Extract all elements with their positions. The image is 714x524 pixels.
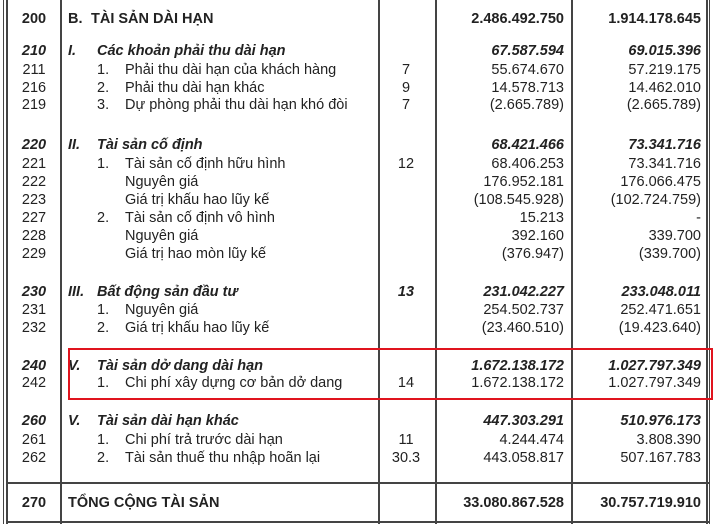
row-code: 222 [21,174,47,190]
item-number: 1. [97,156,110,172]
current-year-value: (2.665.789) [489,97,564,113]
total-prior: 30.757.719.910 [600,495,701,511]
current-year-value: (376.947) [501,246,564,262]
table-row-260 [0,412,714,430]
prior-year-value: 507.167.783 [620,450,701,466]
current-year-value: 176.952.181 [483,174,564,190]
item-number: 2. [97,450,110,466]
item-number: 2. [97,320,110,336]
row-label: Tài sản cố định [97,137,203,153]
row-code: 232 [21,320,47,336]
prior-year-value: 252.471.651 [620,302,701,318]
current-year-value: 254.502.737 [483,302,564,318]
prior-year-value: 57.219.175 [628,62,701,78]
item-number: 2. [97,80,110,96]
note-ref: 13 [397,284,415,300]
row-code: 229 [21,246,47,262]
current-year-value: 1.672.138.172 [471,358,564,374]
row-code: 240 [21,358,47,374]
table-row-262 [0,449,714,467]
row-code: 200 [21,11,47,27]
current-year-value: 55.674.670 [491,62,564,78]
note-ref: 9 [401,80,411,96]
roman-numeral: II. [68,137,81,153]
row-label: Các khoản phải thu dài hạn [97,43,286,59]
row-label: Chi phí trả trước dài hạn [125,432,283,448]
note-ref: 7 [401,62,411,78]
row-code: 231 [21,302,47,318]
prior-year-value: (2.665.789) [626,97,701,113]
item-number: 2. [97,210,110,226]
current-year-value: 68.421.466 [491,137,564,153]
note-ref: 11 [398,432,414,448]
current-year-value: 68.406.253 [491,156,564,172]
prior-year-value: 1.027.797.349 [608,375,701,391]
current-year-value: 15.213 [519,210,564,226]
current-year-value: 447.303.291 [483,413,564,429]
prior-year-value: 233.048.011 [621,284,701,300]
prior-year-value: 510.976.173 [620,413,701,429]
table-row-227 [0,209,714,227]
table-row-228 [0,227,714,245]
row-label: TÀI SẢN DÀI HẠN [91,11,214,27]
prior-year-value: - [696,210,701,226]
current-year-value: 443.058.817 [483,450,564,466]
row-label: Nguyên giá [125,174,199,190]
row-code: 219 [21,97,47,113]
note-ref: 14 [397,375,415,391]
row-label: Tài sản thuế thu nhập hoãn lại [125,450,321,466]
note-ref: 12 [397,156,415,172]
prior-year-value: 69.015.396 [628,43,701,59]
row-code: 262 [21,450,47,466]
prior-year-value: 1.027.797.349 [608,358,701,374]
table-row-211 [0,61,714,79]
table-row-222 [0,173,714,191]
row-label: Phải thu dài hạn khác [125,80,265,96]
row-label: Tài sản cố định hữu hình [125,156,286,172]
row-code: 228 [21,228,47,244]
current-year-value: (108.545.928) [473,192,564,208]
table-row-216 [0,79,714,97]
table-row-232 [0,319,714,337]
row-code: 223 [21,192,47,208]
row-label: Giá trị khấu hao lũy kế [125,192,270,208]
prior-year-value: (102.724.759) [610,192,701,208]
table-row-220 [0,136,714,154]
prior-year-value: 3.808.390 [636,432,701,448]
prior-year-value: (19.423.640) [618,320,701,336]
current-year-value: 392.160 [511,228,564,244]
row-code: 220 [21,137,47,153]
current-year-value: 67.587.594 [491,43,564,59]
prior-year-value: 1.914.178.645 [608,11,701,27]
row-code: 260 [21,413,47,429]
row-label: Nguyên giá [125,302,199,318]
prior-year-value: (339.700) [638,246,701,262]
item-number: 1. [97,375,110,391]
table-row-230 [0,283,714,301]
total-current: 33.080.867.528 [463,495,564,511]
row-label: Phải thu dài hạn của khách hàng [125,62,337,78]
row-label: Nguyên giá [125,228,199,244]
highlight-box [68,348,713,400]
row-code: 261 [21,432,47,448]
prior-year-value: 14.462.010 [628,80,701,96]
total-row [0,494,714,512]
row-label: Dự phòng phải thu dài hạn khó đòi [125,97,348,113]
row-label: Giá trị hao mòn lũy kế [125,246,267,262]
prior-year-value: 339.700 [648,228,701,244]
table-row-219 [0,96,714,114]
current-year-value: 14.578.713 [491,80,564,96]
table-row-223 [0,191,714,209]
item-number: 1. [97,302,110,318]
row-label: Chi phí xây dựng cơ bản dở dang [125,375,343,391]
current-year-value: 4.244.474 [499,432,564,448]
prior-year-value: 176.066.475 [620,174,701,190]
row-code: 211 [22,62,46,78]
prior-year-value: 73.341.716 [628,156,701,172]
table-row-229 [0,245,714,263]
current-year-value: (23.460.510) [481,320,564,336]
item-number: 3. [97,97,110,113]
row-label: Tài sản dở dang dài hạn [97,358,264,374]
row-label: Tài sản cố định vô hình [125,210,275,226]
item-number: 1. [97,62,110,78]
row-code: 216 [21,80,47,96]
roman-numeral: I. [68,43,77,59]
total-divider [6,482,709,484]
table-row-210 [0,42,714,60]
row-code: 227 [21,210,47,226]
prior-year-value: 73.341.716 [628,137,701,153]
note-ref: 7 [401,97,411,113]
section-letter: B. [68,11,83,27]
row-label: Giá trị khấu hao lũy kế [125,320,270,336]
table-row-231 [0,301,714,319]
row-code: 210 [21,43,47,59]
row-code: 221 [21,156,47,172]
current-year-value: 2.486.492.750 [471,11,564,27]
roman-numeral: III. [68,284,85,300]
current-year-value: 1.672.138.172 [471,375,564,391]
row-code: 242 [21,375,47,391]
total-label: TỔNG CỘNG TÀI SẢN [68,495,220,511]
table-row-261 [0,431,714,449]
total-code: 270 [21,495,47,511]
row-code: 230 [21,284,47,300]
roman-numeral: V. [68,413,81,429]
table-row-221 [0,155,714,173]
row-label: Tài sản dài hạn khác [97,413,239,429]
roman-numeral: V. [68,358,81,374]
table-row-200 [0,10,714,28]
item-number: 1. [97,432,110,448]
row-label: Bất động sản đầu tư [97,284,238,300]
current-year-value: 231.042.227 [483,284,564,300]
bottom-border [6,521,709,523]
note-ref: 30.3 [391,450,421,466]
